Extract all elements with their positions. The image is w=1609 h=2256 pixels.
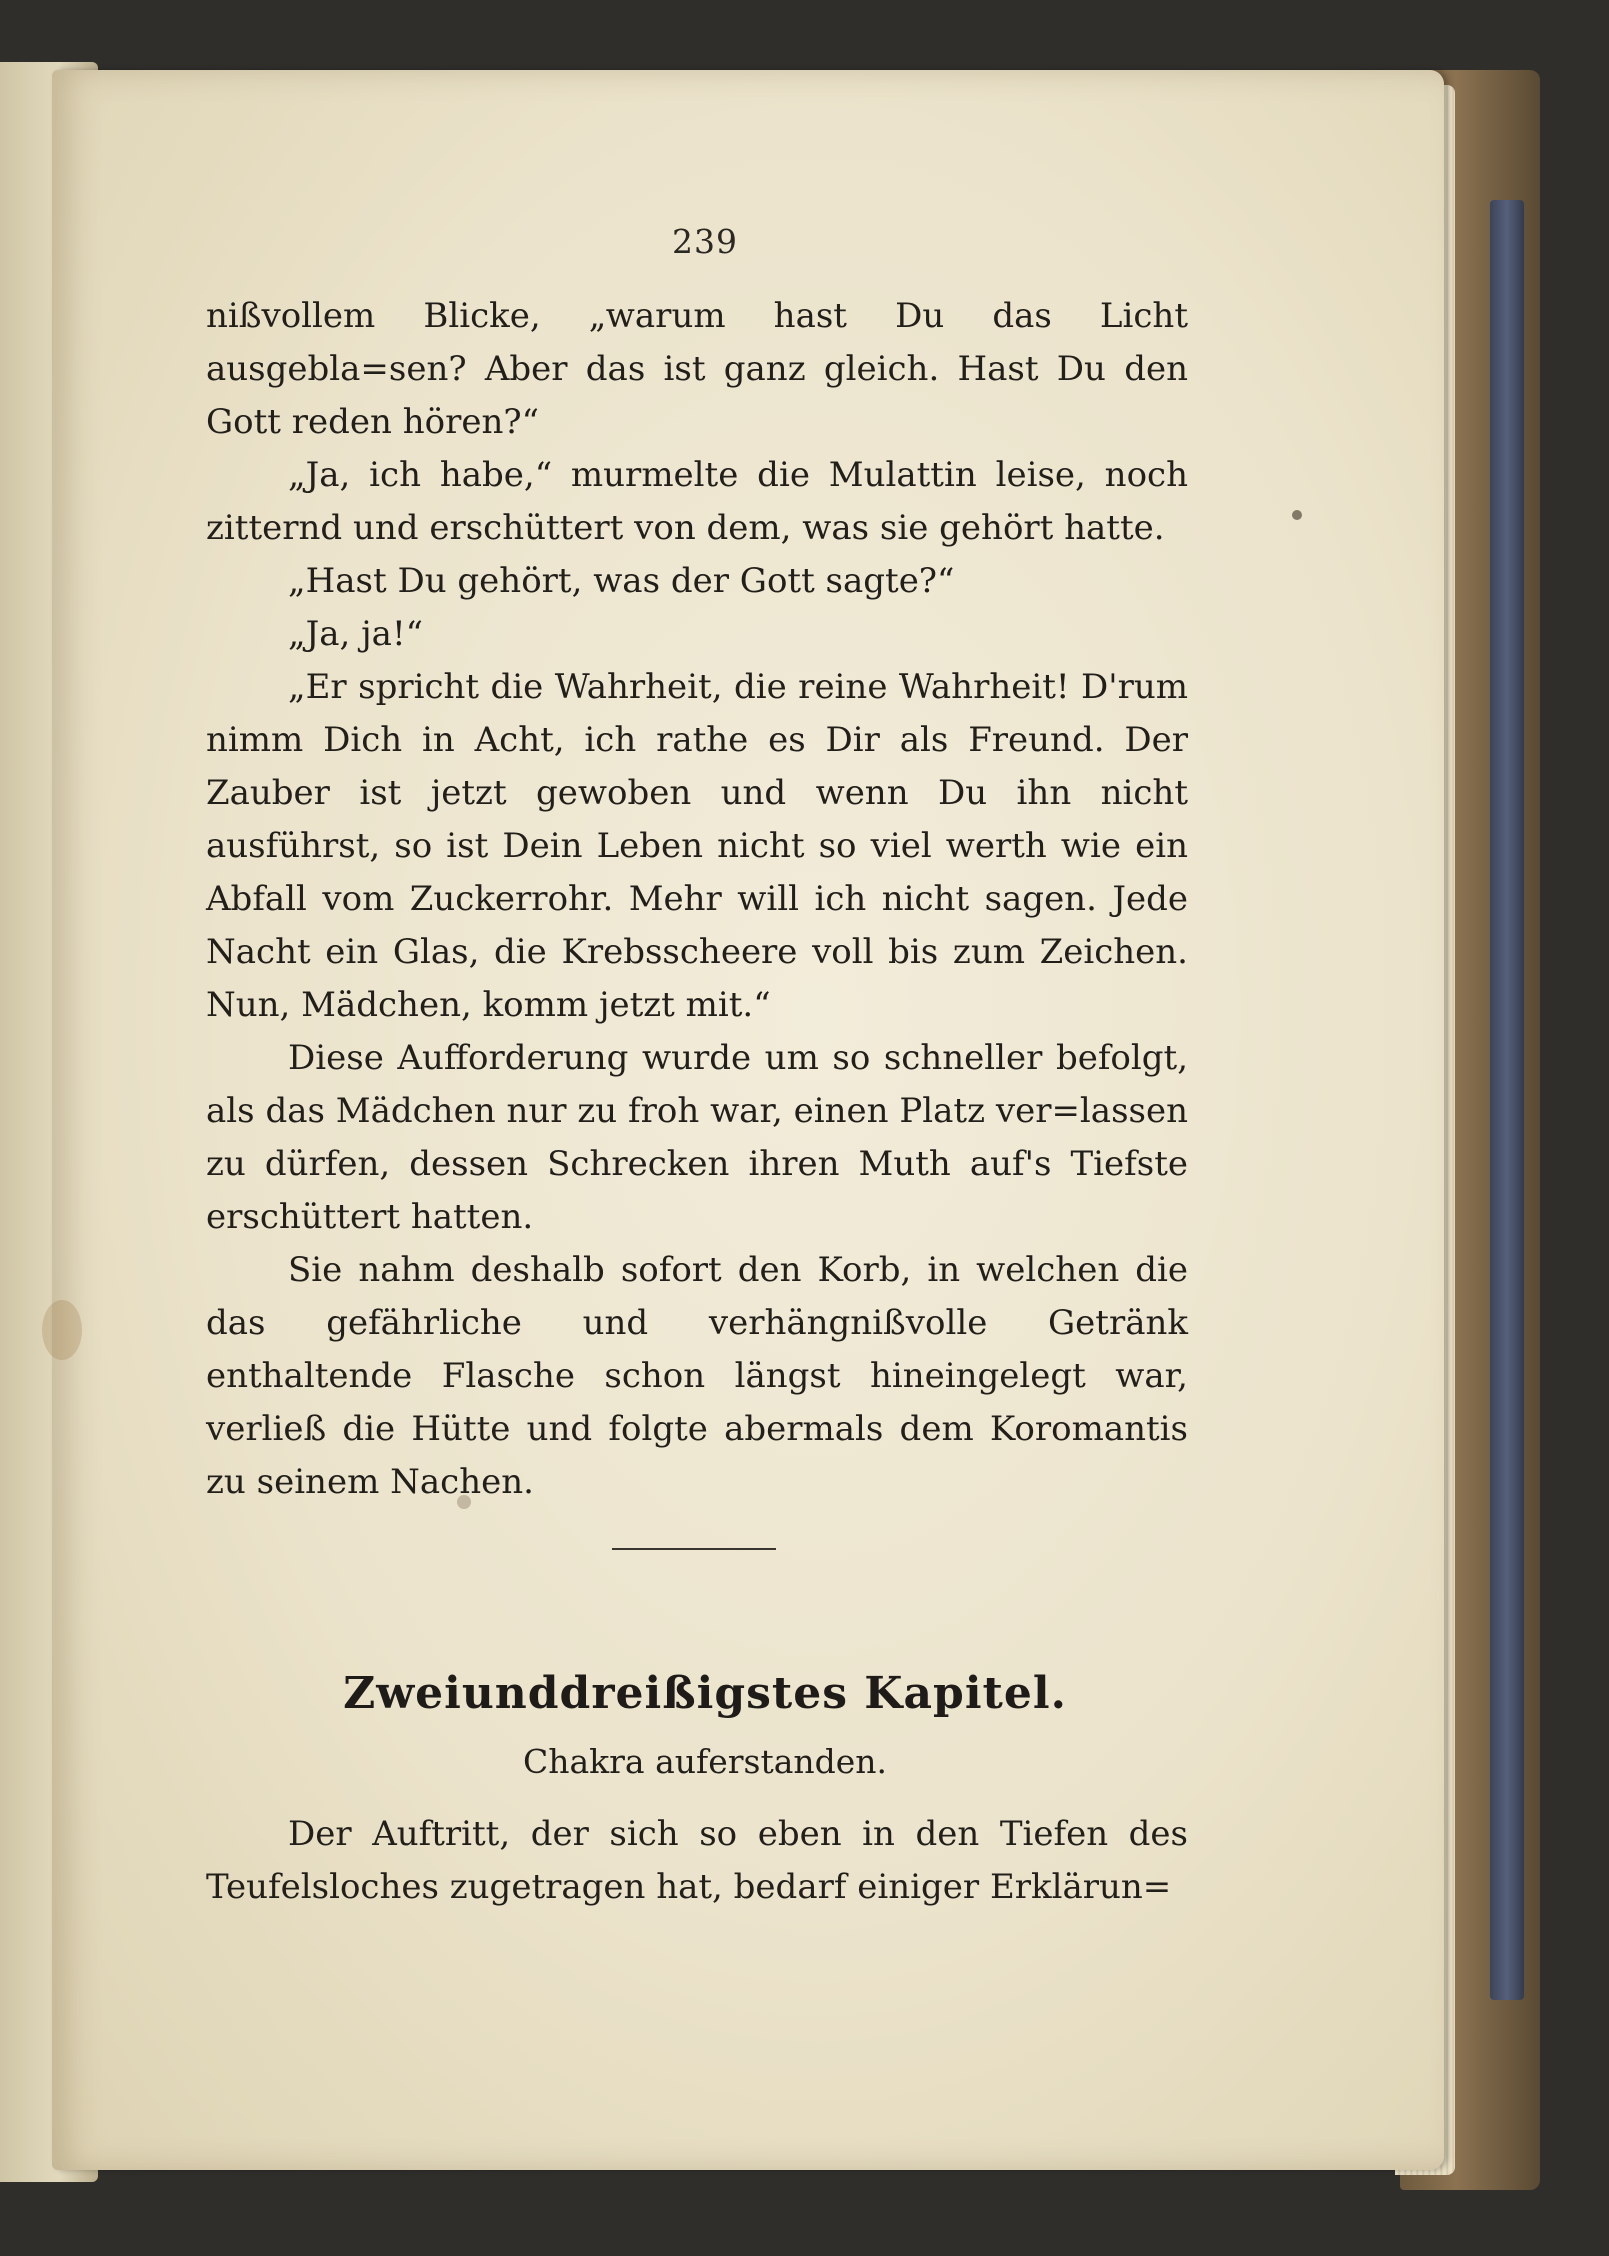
paragraph: „Er spricht die Wahrheit, die reine Wahrheit! D'rum nimm Dich in Acht, ich rathe es Dir als Freund. Der Zauber ist jetzt gewoben und wenn Du ihn nicht ausführst, so ist Dein Leben nicht so viel werth wie ein Abfall vom Zuckerrohr. Mehr will ich nicht sagen. Jede Nacht ein Glas, die Krebsscheere voll bis zum Zeichen. Nun, Mädchen, komm jetzt mit.“ bbox=[206, 667, 1188, 1025]
chapter-subtitle: Chakra auferstanden. bbox=[522, 1742, 888, 1781]
paragraph: „Ja, ich habe,“ murmelte die Mulattin leise, noch zitternd und erschüttert von dem, was sie gehört hatte. bbox=[206, 455, 1188, 548]
page-speck bbox=[1292, 510, 1302, 520]
paragraph: Diese Aufforderung wurde um so schneller befolgt, als das Mädchen nur zu froh war, einen Platz ver=lassen zu dürfen, dessen Schrecken ihren Muth auf's Tiefste erschüttert hatten. bbox=[206, 1038, 1188, 1237]
section-divider bbox=[612, 1548, 776, 1550]
paragraph: „Ja, ja!“ bbox=[288, 614, 423, 654]
paragraph: nißvollem Blicke, „warum hast Du das Licht ausgebla=sen? Aber das ist ganz gleich. Hast Du den Gott reden hören?“ bbox=[206, 296, 1188, 442]
body-text bbox=[206, 290, 1188, 1509]
cover-binding-strip bbox=[1490, 200, 1524, 2000]
paragraph: Der Auftritt, der sich so eben in den Tiefen des Teufelsloches zugetragen hat, bedarf einiger Erklärun= bbox=[206, 1814, 1188, 1907]
chapter-title: Zweiunddreißigstes Kapitel. bbox=[343, 1668, 1067, 1719]
paragraph: Sie nahm deshalb sofort den Korb, in welchen die das gefährliche und verhängnißvolle Getränk enthaltende Flasche schon längst hineingelegt war, verließ die Hütte und folgte abermals dem Koromantis zu seinem Nachen. bbox=[206, 1250, 1188, 1502]
paragraph: „Hast Du gehört, was der Gott sagte?“ bbox=[288, 561, 955, 601]
chapter-body-text bbox=[206, 1808, 1188, 1914]
page-number: 239 bbox=[672, 222, 738, 261]
page-stain bbox=[42, 1300, 82, 1360]
